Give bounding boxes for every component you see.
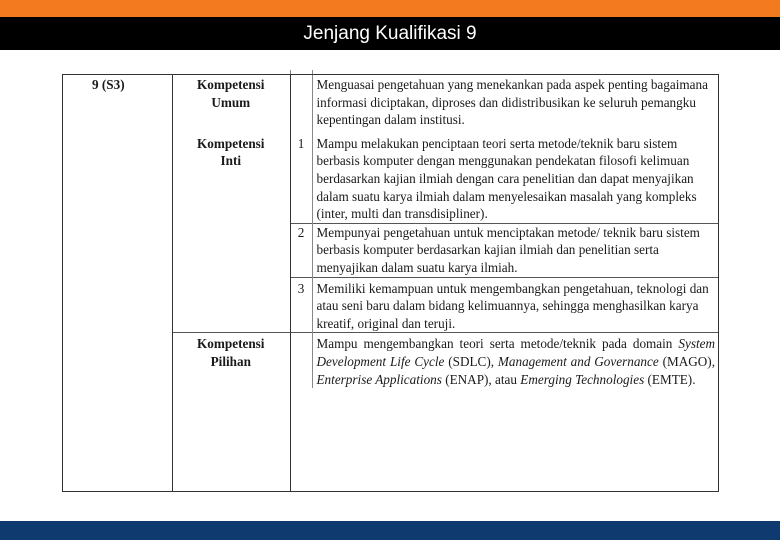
level-cell: 9 (S3) <box>92 77 125 92</box>
abbr-sdlc: (SDLC), <box>444 353 498 369</box>
num-cell-empty <box>290 333 312 388</box>
bottom-footer-bar <box>0 521 780 540</box>
label-pilihan-line1: Kompetensi <box>197 336 265 352</box>
label-umum-line2: Umum <box>211 94 251 110</box>
label-kompetensi-umum <box>172 70 290 129</box>
competency-table-image <box>62 70 719 492</box>
text-pilihan-a: Mampu mengembangkan teori serta metode/teknik pada domain <box>316 336 679 352</box>
label-inti-line2: Inti <box>220 153 242 169</box>
text-pilihan <box>312 333 719 388</box>
text-umum: Menguasai pengetahuan yang menekankan pada aspek penting bagaimana informasi diciptakan, diproses dan didistribusikan ke seluruh pemangku kepentingan dalam institusi. <box>316 77 708 128</box>
text-inti-3: Memiliki kemampuan untuk mengembangkan pengetahuan, teknologi dan atau seni baru dalam bidang kelimuannya, sehingga menghasilkan karya kreatif, original dan teruji. <box>312 277 719 333</box>
table-border-bottom <box>62 491 719 492</box>
abbr-emte: (EMTE). <box>644 371 696 387</box>
table-border-left <box>62 74 63 492</box>
text-sdlc: System Development Life Cycle <box>316 336 715 369</box>
competency-table <box>62 70 719 388</box>
abbr-mago: (MAGO), <box>658 353 715 369</box>
title-bar <box>0 17 780 50</box>
table-border-top <box>62 74 719 75</box>
label-kompetensi-inti <box>172 129 290 333</box>
table-border-right <box>718 74 719 492</box>
page-title: Jenjang Kualifikasi 9 <box>303 23 477 44</box>
label-inti-line1: Kompetensi <box>197 135 265 151</box>
abbr-enap: (ENAP), atau <box>441 371 521 387</box>
text-mago: Management and Governance <box>497 353 659 369</box>
table-divider-label <box>290 74 291 492</box>
table-divider-level <box>172 74 173 492</box>
text-inti-2: Mempunyai pengetahuan untuk menciptakan metode/ teknik baru sistem berbasis komputer berdasarkan kajian ilmiah dan penelitian serta menyajikan dalam suatu karya ilmiah. <box>312 223 719 277</box>
num-cell-empty <box>290 70 312 129</box>
top-accent-bar <box>0 0 780 17</box>
item-number: 3 <box>290 277 312 333</box>
label-kompetensi-pilihan <box>172 333 290 388</box>
text-inti-1: Mampu melakukan penciptaan teori serta metode/teknik baru sistem berbasis komputer dengan menggunakan pendekatan filosofi kelimuan berdasarkan kajian ilmiah dengan cara penelitian dan dapat menyajikan dalam suatu karya ilmiah dalam menyelesaikan masalah yang kompleks (inter, multi dan transdisipliner). <box>316 135 697 222</box>
text-enap: Enterprise Applications <box>316 371 442 387</box>
label-umum-line1: Kompetensi <box>197 77 265 92</box>
label-pilihan-line2: Pilihan <box>210 353 251 369</box>
item-number: 1 <box>290 129 312 223</box>
row-umum <box>62 70 719 129</box>
text-emte: Emerging Technologies <box>520 371 645 387</box>
item-number: 2 <box>290 223 312 277</box>
